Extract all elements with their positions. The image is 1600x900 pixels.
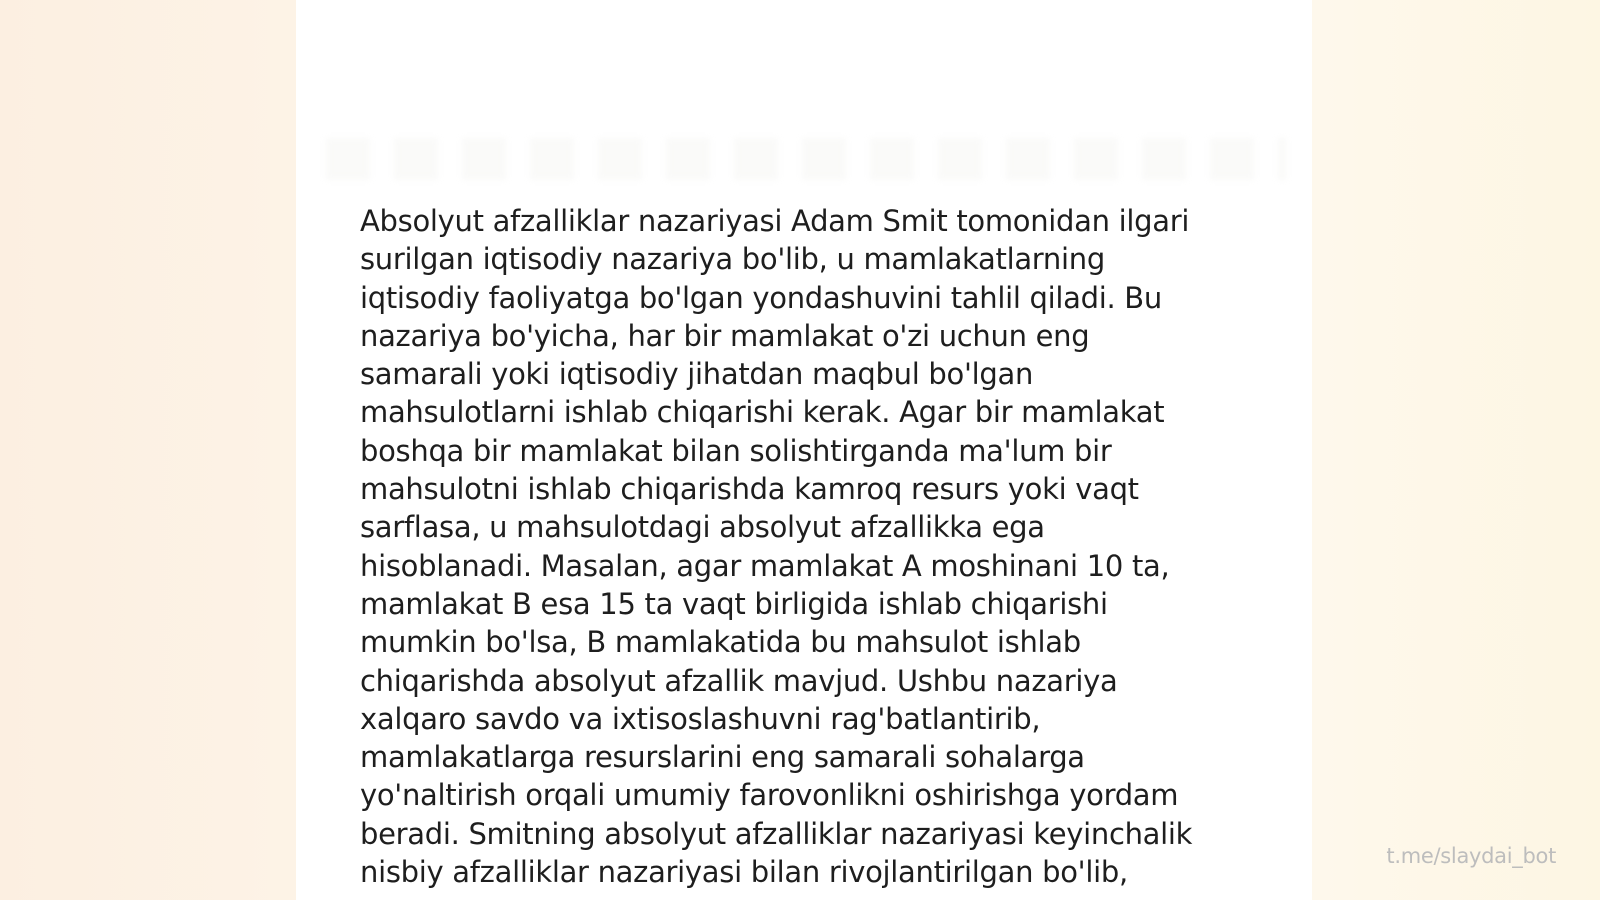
- faint-header-band: [326, 138, 1286, 180]
- watermark-text: t.me/slaydai_bot: [1386, 844, 1556, 868]
- slide-page: [296, 0, 1312, 900]
- slide-body-text: Absolyut afzalliklar nazariyasi Adam Smit tomonidan ilgari surilgan iqtisodiy nazariya bo'lib, u mamlakatlarning iqtisodiy faoliyatga bo'lgan yondashuvini tahlil qiladi. Bu nazariya bo'yicha, har bir mamlakat o'zi uchun eng samarali yoki iqtisodiy jihatdan maqbul bo'lgan mahsulotlarni ishlab chiqarishi kerak. Agar bir mamlakat boshqa bir mamlakat bilan solishtirganda ma'lum bir mahsulotni ishlab chiqarishda kamroq resurs yoki vaqt sarflasa, u mahsulotdagi absolyut afzallikka ega hisoblanadi. Masalan, agar mamlakat A moshinani 10 ta, mamlakat B esa 15 ta vaqt birligida ishlab chiqarishi mumkin bo'lsa, B mamlakatida bu mahsulot ishlab chiqarishda absolyut afzallik mavjud. Ushbu nazariya xalqaro savdo va ixtisoslashuvni rag'batlantirib, mamlakatlarga resurslarini eng samarali sohalarga yo'naltirish orqali umumiy farovonlikni oshirishga yordam beradi. Smitning absolyut afzalliklar nazariyasi keyinchalik nisbiy afzalliklar nazariyasi bilan rivojlantirilgan bo'lib,: [360, 204, 1193, 890]
